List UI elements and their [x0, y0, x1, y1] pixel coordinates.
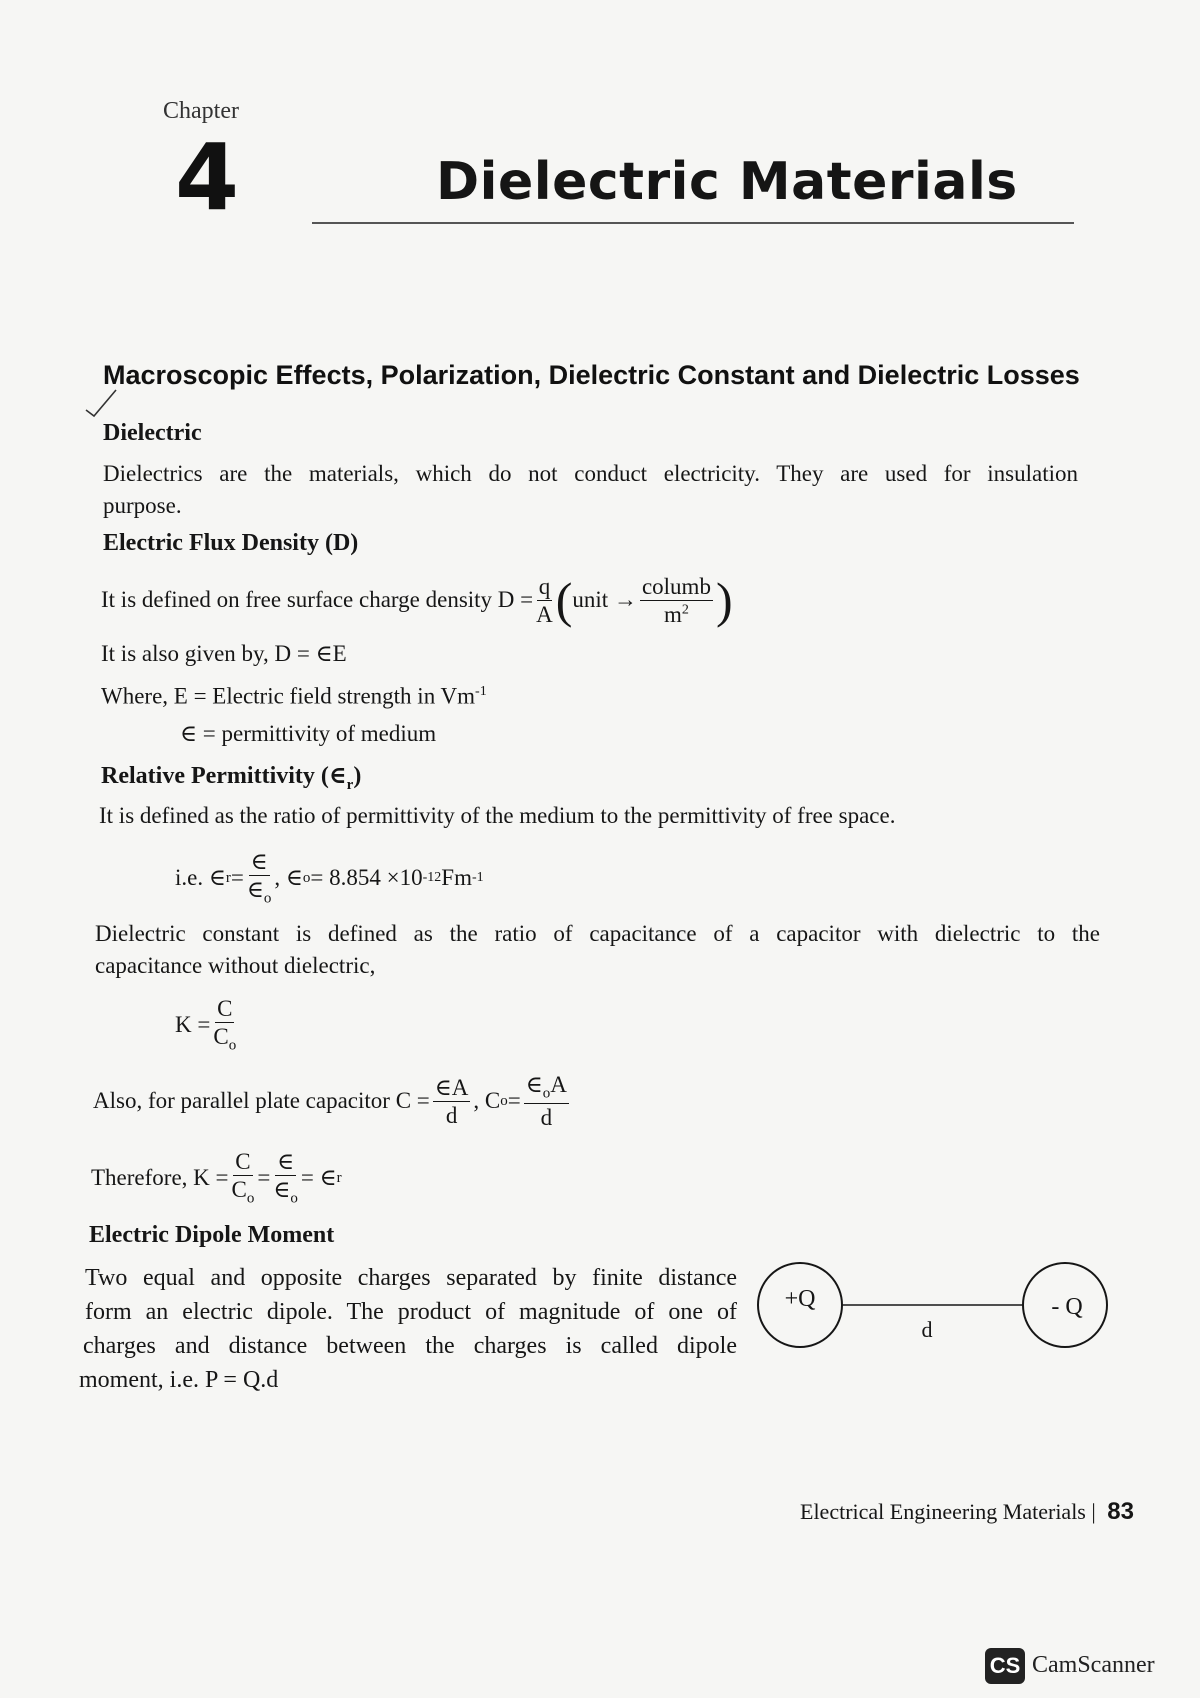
- therefore-equation: Therefore, K = $\frac{C}{C_o}$ = $\frac{\in}{\in_o}$ = ∈ r: [91, 1148, 342, 1207]
- footer-separator: |: [1091, 1499, 1096, 1524]
- checkmark-icon: [84, 388, 118, 418]
- chapter-title: Dielectric Materials: [436, 152, 1018, 212]
- flux-frac-num: q: [538, 573, 551, 599]
- title-underline: [312, 222, 1074, 224]
- camscanner-label: CamScanner: [1032, 1652, 1155, 1678]
- unit-label: unit →: [572, 587, 637, 612]
- open-paren: (: [555, 572, 573, 628]
- constant-text-line1: Dielectric constant is defined as the ratio of capacitance of a capacitor with dielectric to the: [95, 921, 1100, 946]
- flux-also: It is also given by, D = ∈E: [101, 641, 347, 666]
- dipole-line2: form an electric dipole. The product of magnitude of one of: [85, 1299, 737, 1325]
- relative-heading: Relative Permittivity $(\in_r)$: [101, 763, 362, 793]
- relative-fraction: $\frac{\in}{\in_o}$: [246, 848, 272, 907]
- page-footer: [800, 1498, 1134, 1526]
- flux-permittivity: ∈ = permittivity of medium: [180, 721, 437, 746]
- chapter-label: Chapter: [163, 98, 239, 124]
- dielectric-heading: Dielectric: [103, 420, 202, 446]
- relative-equation: i.e. ∈ r = $\frac{\in}{\in_o}$ , ∈ o = 8.854 ×10 -12 Fm -1: [175, 848, 484, 907]
- positive-charge-label: +Q: [784, 1286, 816, 1312]
- dipole-line4: moment, i.e. P = Q.d: [79, 1367, 279, 1393]
- dipole-heading: Electric Dipole Moment: [89, 1222, 335, 1248]
- dipole-diagram: [755, 1255, 1115, 1355]
- dipole-line1: Two equal and opposite charges separated by finite distance: [85, 1265, 737, 1291]
- constant-text-line2: capacitance without dielectric,: [95, 953, 376, 978]
- distance-label: d: [921, 1317, 933, 1342]
- negative-charge-label: - Q: [1051, 1294, 1083, 1320]
- k-fraction: $\frac{C}{C_o}$: [213, 995, 237, 1054]
- camscanner-logo-icon: CS: [985, 1648, 1025, 1684]
- dielectric-text-line1: Dielectrics are the materials, which do not conduct electricity. They are used for insulation: [103, 461, 1078, 486]
- flux-where: Where, E = Electric field strength in $Vm^{-1}$: [101, 683, 487, 709]
- flux-fraction: [536, 575, 553, 626]
- dielectric-text-line2: purpose.: [103, 493, 182, 518]
- chapter-number: 4: [175, 124, 240, 231]
- c-fraction: $\frac{\in A}{d}$: [434, 1074, 469, 1128]
- section-heading: Macroscopic Effects, Polarization, Dielectric Constant and Dielectric Losses: [103, 360, 1080, 390]
- relative-text: It is defined as the ratio of permittivity of the medium to the permittivity of free space.: [99, 803, 896, 828]
- co-fraction: $\frac{\in_oA}{d}$: [525, 1071, 567, 1131]
- parallel-plate-equation: Also, for parallel plate capacitor C = $\frac{\in A}{d}$ , C o = $\frac{\in_oA}{d}$: [93, 1071, 567, 1131]
- flux-definition: [101, 565, 733, 635]
- therefore-fraction-1: $\frac{C}{C_o}$: [231, 1148, 255, 1207]
- flux-frac-den: A: [536, 601, 553, 627]
- book-title: Electrical Engineering Materials: [800, 1499, 1086, 1524]
- flux-heading: Electric Flux Density (D): [103, 530, 359, 556]
- page-number: 83: [1107, 1498, 1134, 1525]
- unit-frac-den: $m^2$: [664, 601, 689, 627]
- dipole-line3: charges and distance between the charges is called dipole: [83, 1333, 737, 1359]
- therefore-fraction-2: $\frac{\in}{\in_o}$: [273, 1148, 298, 1207]
- k-equation: K = $\frac{C}{C_o}$: [175, 995, 237, 1054]
- unit-fraction: [640, 575, 713, 626]
- close-paren: ): [715, 572, 733, 628]
- flux-def-prefix: It is defined on free surface charge density D =: [101, 587, 534, 612]
- unit-frac-num: columb: [641, 573, 711, 599]
